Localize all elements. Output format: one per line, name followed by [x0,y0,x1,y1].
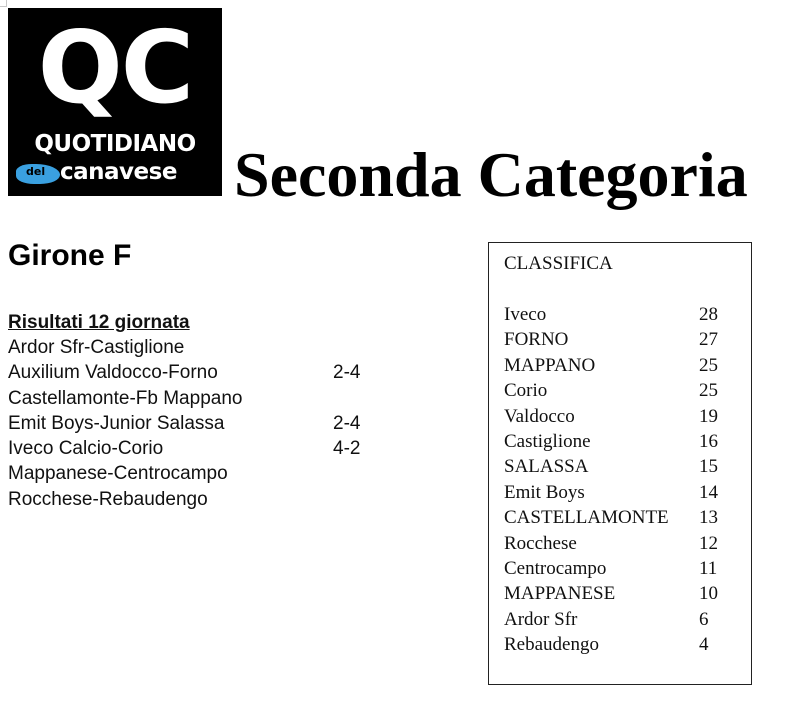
result-score: 2-4 [333,362,361,384]
group-title: Girone F [8,239,132,272]
team-name: Ardor Sfr [504,608,578,630]
team-points: 19 [699,405,718,427]
result-row [8,386,388,411]
team-name: MAPPANO [504,354,596,376]
team-points: 11 [699,557,718,579]
team-name: Castiglione [504,430,591,452]
team-points: 4 [699,634,709,656]
team-name: CASTELLAMONTE [504,507,669,529]
result-score: 4-2 [333,438,361,460]
logo-wordmark-line2: canavese [60,159,177,185]
result-match: Iveco Calcio-Corio [8,438,164,460]
standing-row [504,353,744,378]
team-name: Rebaudengo [504,634,599,656]
team-points: 27 [699,329,718,351]
result-row [8,487,388,512]
team-name: Corio [504,380,548,402]
result-match: Emit Boys-Junior Salassa [8,412,225,434]
logo [8,8,222,196]
standing-row [504,454,744,479]
team-points: 15 [699,456,718,478]
team-name: Centrocampo [504,557,607,579]
logo-wordmark-line1: QUOTIDIANO [34,131,196,157]
team-points: 10 [699,583,718,605]
standings-table [504,302,744,657]
result-row [8,411,388,436]
result-row [8,436,388,461]
team-name: SALASSA [504,456,589,478]
result-row [8,360,388,385]
standings-title: CLASSIFICA [504,253,613,274]
team-name: FORNO [504,329,569,351]
page-corner-mark [0,0,7,7]
standing-row [504,607,744,632]
result-match: Auxilium Valdocco-Forno [8,362,218,384]
result-match: Rocchese-Rebaudengo [8,488,208,510]
team-name: Emit Boys [504,481,585,503]
standing-row [504,632,744,657]
team-points: 12 [699,532,718,554]
team-points: 6 [699,608,709,630]
team-points: 14 [699,481,718,503]
team-points: 25 [699,380,718,402]
standing-row [504,404,744,429]
standing-row [504,556,744,581]
standing-row [504,505,744,530]
standing-row [504,480,744,505]
result-score: 2-4 [333,412,361,434]
result-match: Ardor Sfr-Castiglione [8,337,185,358]
standing-row [504,429,744,454]
logo-badge-text: del [26,165,46,178]
team-points: 28 [699,304,718,325]
standings-box [488,242,752,685]
team-name: Rocchese [504,532,577,554]
team-points: 16 [699,430,718,452]
results-section [8,310,388,512]
standing-row [504,302,744,327]
result-match: Castellamonte-Fb Mappano [8,387,243,409]
results-heading: Risultati 12 giornata [8,312,190,333]
team-name: MAPPANESE [504,583,616,605]
result-match: Mappanese-Centrocampo [8,463,228,485]
standing-row [504,581,744,606]
team-name: Iveco [504,304,547,325]
logo-monogram: QC [37,9,193,126]
team-name: Valdocco [504,405,575,427]
page-title: Seconda Categoria [234,139,748,210]
result-row [8,461,388,486]
standing-row [504,531,744,556]
standing-row [504,327,744,352]
result-row [8,335,388,360]
team-points: 13 [699,507,718,529]
standing-row [504,378,744,403]
team-points: 25 [699,354,718,376]
